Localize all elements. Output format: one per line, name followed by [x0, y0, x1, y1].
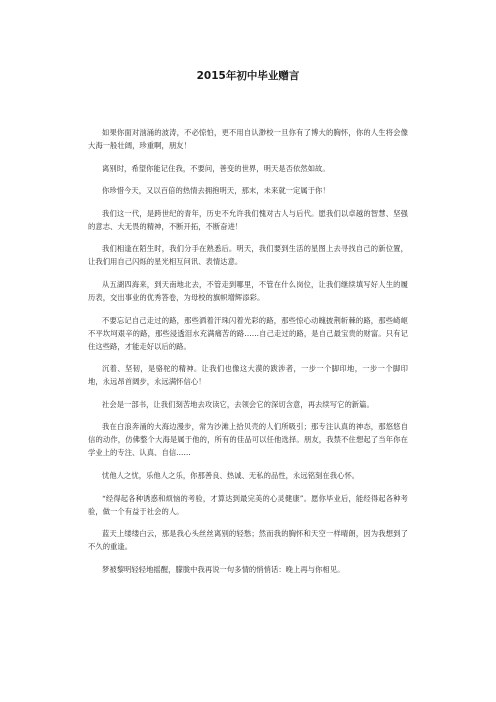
paragraph-11: 忧他人之忧，乐他人之乐，你那善良、热诚、无私的品性，永远铭刻在我心怀。	[102, 470, 360, 480]
paragraph-1: 如果你面对汹涌的波涛，不必惊怕，更不用自认渺校一旦你有了博大的胸怀，你的人生将会像大海一般壮阔，珍重啊，朋友！	[88, 128, 408, 150]
paragraph-7: 不要忘记自己走过的路，那些洒着汗珠闪着光彩的路，那些惊心动魄披荆斩棘的路，那些崎岖不平坎坷艰辛的路，那些浸透泪水充满痛苦的路……自己走过的路，是自己最宝贵的财富。只有记住这些路，才能走好以后的路。	[88, 315, 408, 351]
paragraph-9: 社会是一部书，让我们刻苦地去攻读它，去领会它的深切含意，再去续写它的新篇。	[102, 399, 374, 409]
document-body	[88, 126, 408, 585]
paragraph-8: 沉着、坚韧，是骆驼的精神。让我们也像这大漠的跋涉者，一步一个脚印地，一步一个脚印地，永远昂首阔步，永远满怀信心！	[88, 364, 408, 387]
paragraph-6: 从五湖四海来，到天南地北去，不管走到哪里，不管在什么岗位，让我们继续填写好人生的履历表，交出事业的优秀答卷，为母校的旗帜增辉添彩。	[88, 279, 408, 302]
paragraph-4: 我们这一代，是跨世纪的青年，历史不允许我们愧对古人与后代。愿我们以卓越的智慧、坚强的意志、大无畏的精神，不断开拓，不断奋进！	[88, 208, 408, 231]
paragraph-5: 我们相逢在陌生时，我们分手在熟悉后。明天，我们要到生活的星图上去寻找自己的新位置，让我们用自己闪烁的星光相互问讯、表情达意。	[88, 244, 408, 267]
paragraph-10: 我在白浪奔涌的大海边漫步，常为沙滩上拾贝壳的人们所吸引；那专注认真的神态，那悠悠自信的动作，仿佛整个大海是属于他的，所有的佳品可以任他选择。朋友，我禁不住想起了当年你在学业上的专注、认真、自信……	[88, 422, 408, 458]
paragraph-13: 蓝天上缕缕白云，那是我心头丝丝离别的轻愁；然而我的胸怀和天空一样晴朗，因为我想到了不久的重逢。	[88, 529, 408, 552]
paragraph-3: 你珍惜今天，又以百倍的热情去拥抱明天，那末，未来就一定属于你！	[102, 186, 330, 196]
paragraph-12: “经得起各种诱惑和烦恼的考验，才算达到最完美的心灵健康”。愿你毕业后，能经得起各种考验，做一个有益于社会的人。	[88, 493, 408, 516]
paragraph-2: 离别时，希望你能记住我，不要问，善变的世界，明天是否依然如故。	[102, 163, 330, 173]
paragraph-14: 梦被黎明轻轻地摇醒，朦胧中我再说一句多情的悄悄话：晚上再与你相见。	[102, 564, 345, 574]
document-title: 2015年初中毕业赠言	[196, 70, 300, 82]
